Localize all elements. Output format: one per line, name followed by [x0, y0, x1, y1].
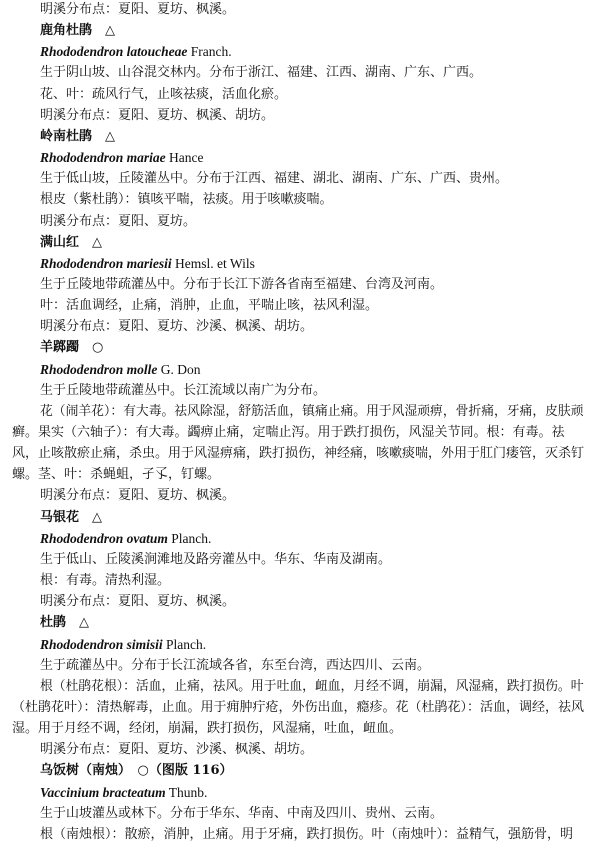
species-heading: 乌饭树（南烛） ○（图版 116） — [40, 763, 233, 779]
latin-authority: Franch. — [187, 44, 232, 60]
latin-authority: Hemsl. et Wils — [171, 255, 255, 271]
text-line: 花（闹羊花）：有大毒。祛风除湿，舒筋活血，镇痛止痛。用于风湿顽痹，骨折痛，牙痛，皮肤顽 — [40, 403, 584, 419]
latin-binomial: Rhododendron simisii — [40, 636, 163, 652]
text-line: 根（南烛根）：散瘀，消肿，止痛。用于牙痛，跌打损伤。叶（南烛叶）：益精气，强筋骨，明 — [40, 826, 574, 842]
text-line: 明溪分布点：夏阳、夏坊。 — [40, 213, 197, 229]
species-latin-name — [40, 362, 201, 378]
text-line: 生于低山、丘陵溪涧滩地及路旁灌丛中。华东、华南及湖南。 — [40, 551, 392, 567]
species-heading: 满山红 △ — [40, 234, 102, 250]
latin-binomial: Rhododendron latoucheae — [40, 44, 188, 60]
latin-binomial: Rhododendron mariae — [40, 150, 166, 165]
text-line: 根皮（紫杜鹃）：镇咳平喘，祛痰。用于咳嗽痰喘。 — [40, 192, 333, 208]
latin-binomial: Rhododendron molle — [40, 361, 158, 377]
text-line: 明溪分布点：夏阳、夏坊、枫溪、胡坊。 — [40, 107, 275, 123]
text-line: 明溪分布点：夏阳、夏坊、枫溪。 — [40, 488, 236, 504]
latin-authority: Hance — [165, 150, 204, 165]
species-heading: 鹿角杜鹃 △ — [40, 23, 115, 39]
text-line: 生于阴山坡、山谷混交林内。分布于浙江、福建、江西、湖南、广东、广西。 — [40, 65, 483, 81]
text-line-continued: 癣。果实（六轴子）：有大毒。蠲痹止痛，定喘止泻。用于跌打损伤，风湿关节同。根：有毒。祛 — [12, 425, 565, 440]
text-line: 根（杜鹃花根）：活血，止痛，祛风。用于吐血，衄血，月经不调，崩漏，风湿痛，跌打损伤。叶 — [40, 678, 584, 694]
latin-binomial: Rhododendron ovatum — [40, 530, 168, 546]
species-heading: 羊踯躅 ○ — [40, 340, 104, 356]
latin-authority: Thunb. — [165, 784, 208, 800]
text-line: 生于低山坡，丘陵灌丛中。分布于江西、福建、湖北、湖南、广东、广西、贵州。 — [40, 171, 509, 187]
text-line-continued: 风，止咳散瘀止痛，杀虫。用于风湿痹痛，跌打损伤，神经痛，咳嗽痰喘，外用于肛门瘘管，灭杀钉 — [12, 446, 585, 462]
text-line: 明溪分布点：夏阳、夏坊、枫溪。 — [40, 594, 236, 610]
text-line-continued: 螺。茎、叶：杀蝇蛆，孑孓，钉螺。 — [12, 467, 221, 483]
text-line: 生于丘陵地带疏灌丛中。长江流域以南广为分布。 — [40, 382, 327, 398]
species-latin-name — [40, 531, 211, 547]
latin-binomial: Vaccinium bracteatum — [40, 784, 166, 800]
latin-authority: Planch. — [167, 530, 212, 546]
latin-authority: Planch. — [162, 636, 207, 652]
latin-authority: G. Don — [157, 361, 201, 377]
text-line: 生于山坡灌丛或林下。分布于华东、华南、中南及四川、贵州、云南。 — [40, 805, 444, 821]
species-heading: 岭南杜鹃 △ — [40, 128, 115, 144]
species-heading: 杜鹃 △ — [40, 615, 89, 631]
species-latin-name — [40, 44, 232, 60]
text-line: 叶：活血调经，止痛，消肿，止血，平喘止咳，祛风利湿。 — [40, 298, 379, 314]
text-line: 根：有毒。清热利湿。 — [40, 573, 171, 588]
species-heading: 马银花 △ — [40, 509, 102, 525]
species-latin-name — [40, 150, 204, 166]
text-line: 生于丘陵地带疏灌丛中。分布于长江下游各省南至福建、台湾及河南。 — [40, 276, 444, 292]
text-line: 明溪分布点：夏阳、夏坊、沙溪、枫溪、胡坊。 — [40, 319, 314, 335]
text-line: 明溪分布点：夏阳、夏坊、枫溪。 — [40, 2, 236, 17]
species-latin-name — [40, 637, 206, 653]
text-line-continued: （杜鹃花叶）：清热解毒，止血。用于痈肿疔疮，外伤出血，瘾疹。花（杜鹃花）：活血，调经，祛风 — [12, 699, 585, 715]
species-latin-name — [40, 785, 207, 801]
text-line: 花、叶：疏风行气，止咳祛痰，活血化瘀。 — [40, 86, 288, 102]
text-line-continued: 湿。用于月经不调，经闭，崩漏，跌打损伤，风湿痛，吐血，衄血。 — [12, 721, 403, 737]
text-line: 生于疏灌丛中。分布于长江流域各省，东至台湾，西达四川、云南。 — [40, 657, 431, 673]
species-latin-name — [40, 256, 255, 272]
text-line: 明溪分布点：夏阳、夏坊、沙溪、枫溪、胡坊。 — [40, 742, 314, 758]
latin-binomial: Rhododendron mariesii — [40, 255, 172, 271]
